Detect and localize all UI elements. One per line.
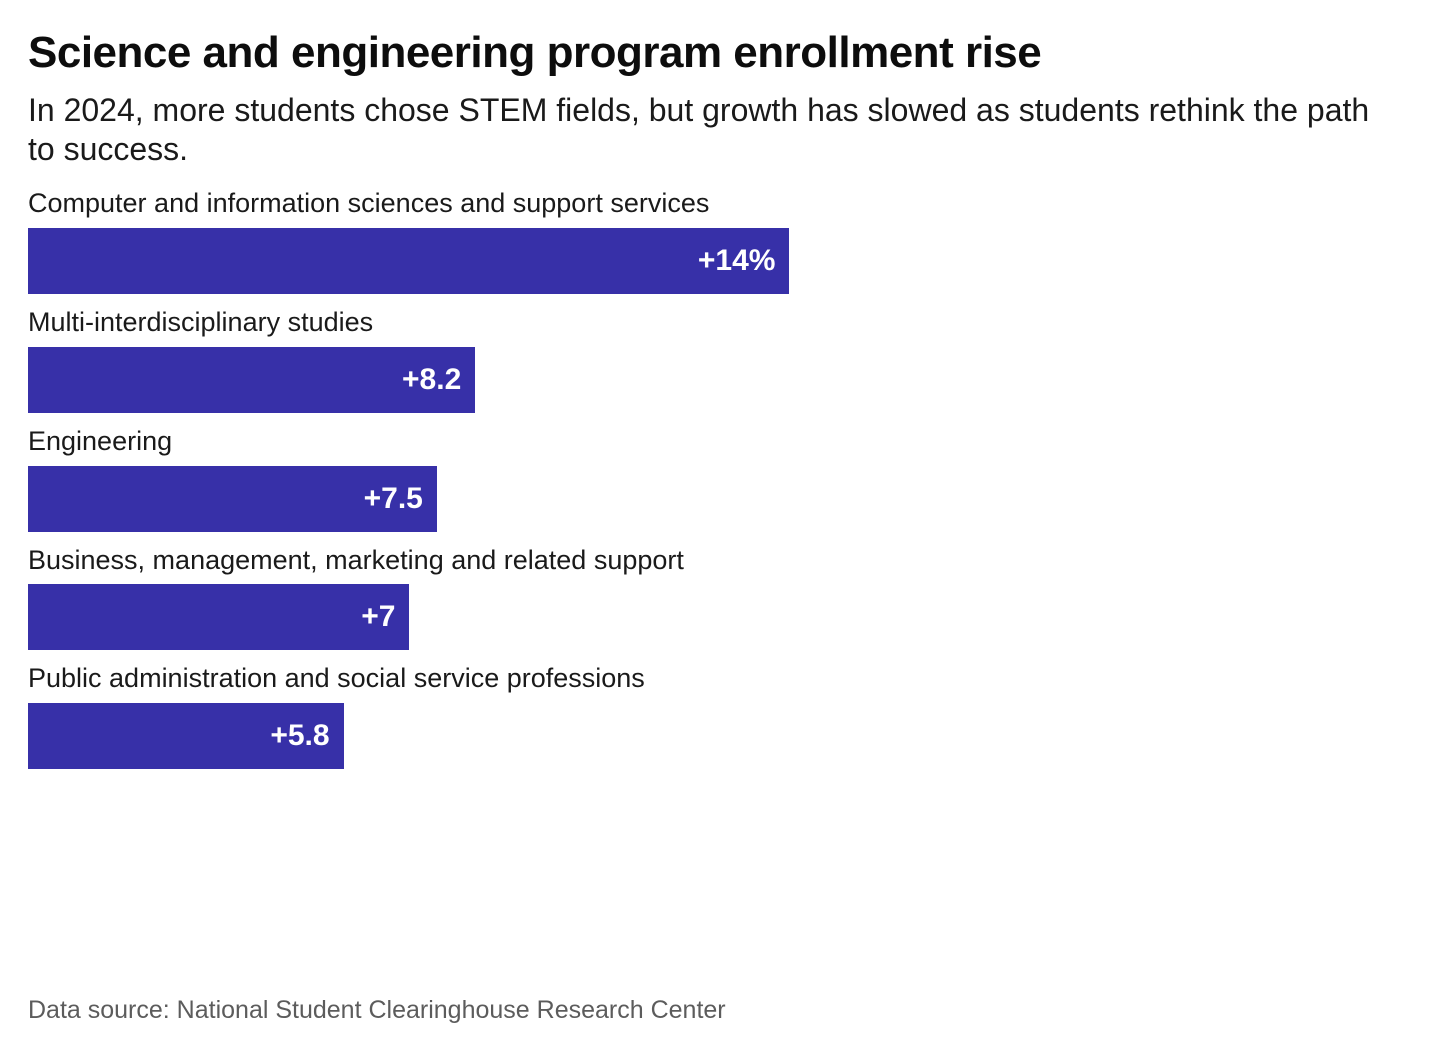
bar-category-label: Public administration and social service professions [28,663,645,694]
bar-value-label: +8.2 [402,362,462,396]
bar-group [28,187,1400,294]
bar-group [28,306,1400,413]
bar-track [28,466,1400,532]
bar-track [28,228,1400,294]
bar-chart [28,187,1400,769]
bar-group [28,662,1400,769]
bar-value-label: +7.5 [363,481,423,515]
bar-category-label: Engineering [28,425,173,456]
bar-fill [28,347,475,413]
page-title: Science and engineering program enrollment rise [28,28,1042,77]
bar-category-label: Computer and information sciences and support services [28,188,710,219]
bar-fill [28,703,344,769]
bar-group [28,425,1400,532]
page-subtitle: In 2024, more students chose STEM fields, but growth has slowed as students rethink the path to success. [28,92,1370,168]
bar-category-label: Business, management, marketing and related support [28,544,684,575]
bar-value-label: +7 [361,600,396,634]
bar-fill [28,584,409,650]
bar-value-label: +14% [697,244,776,278]
bar-fill [28,228,789,294]
bar-track [28,584,1400,650]
bar-value-label: +5.8 [270,719,330,753]
bar-track [28,703,1400,769]
bar-group [28,544,1400,651]
bar-track [28,347,1400,413]
bar-fill [28,466,437,532]
data-source-note: Data source: National Student Clearinghouse Research Center [28,996,726,1024]
bar-category-label: Multi-interdisciplinary studies [28,307,374,338]
